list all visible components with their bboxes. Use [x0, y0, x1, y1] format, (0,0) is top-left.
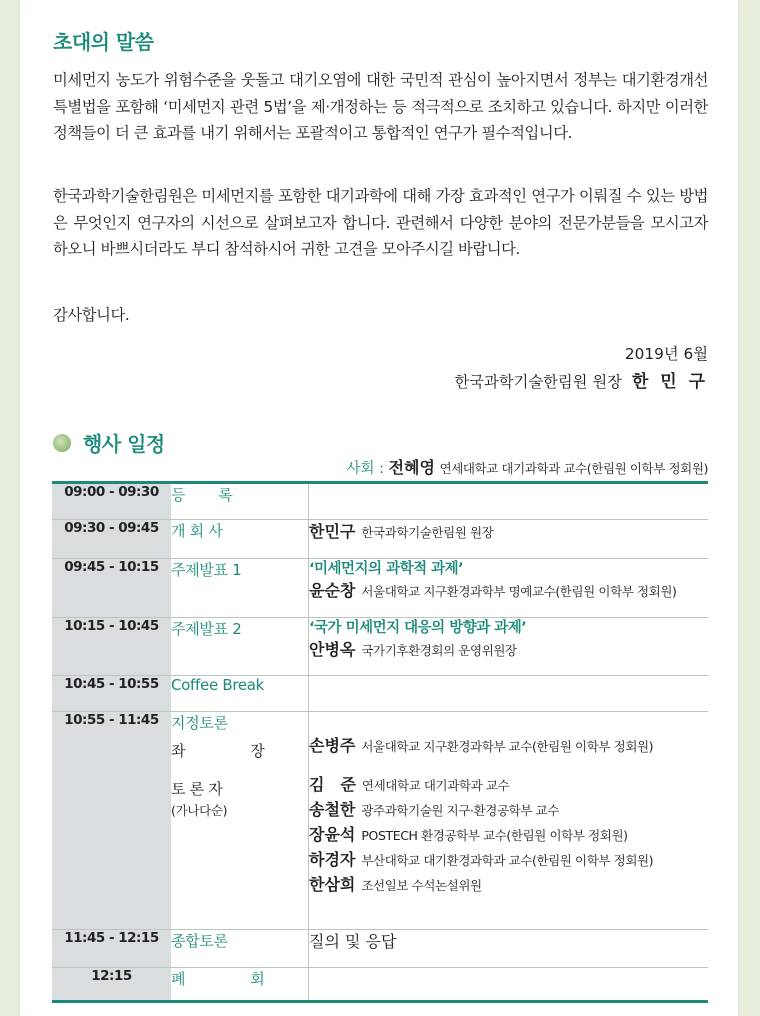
schedule-title: 행사 일정 [83, 432, 165, 456]
table-row [52, 483, 708, 520]
invitation-paragraph-2: 한국과학기술한림원은 미세먼지를 포함한 대기과학에 대해 가장 효과적인 연구가 이뤄질 수 있는 방법은 무엇인지 연구자의 시선으로 살펴보고자 합니다. 관련해서 다양한 분야의 전문가분들을 모시고자 하오니 바쁘시더라도 부디 참석하시어 귀한 고견을 모아주시길 바랍니다. [53, 187, 708, 258]
panelist [309, 773, 708, 798]
session-item [309, 930, 708, 955]
table-row [52, 559, 708, 618]
panel-order-note: (가나다순) [171, 803, 228, 818]
invitation-paragraph-1: 미세먼지 농도가 위험수준을 웃돌고 대기오염에 대한 국민적 관심이 높아지면서 정부는 대기환경개선 특별법을 포함해 ‘미세먼지 관련 5법’을 제·개정하는 등 적극적으로 조치하고 있습니다. 하지만 이러한 정책들이 더 큰 효과를 내기 위해서는 포괄적이고 통합적인 연구가 필수적입니다. [53, 71, 708, 142]
row-program [171, 712, 309, 930]
program-label: 지정토론 [171, 714, 228, 732]
panelist-name: 김 준 [309, 775, 356, 794]
schedule-header [53, 428, 165, 457]
program-label: 등 록 [171, 486, 247, 504]
row-time: 11:45 - 12:15 [52, 930, 171, 968]
session-description: 질의 및 응답 [309, 932, 397, 951]
row-time: 09:30 - 09:45 [52, 520, 171, 559]
chair-role-label: 좌 장 [171, 742, 295, 760]
signer-title: 한국과학기술한림원 원장 [454, 373, 622, 391]
table-row [52, 930, 708, 968]
panelist-affiliation: 연세대학교 대기과학과 교수 [361, 778, 510, 793]
panelist [309, 848, 708, 873]
row-detail [309, 483, 709, 520]
emcee-affiliation: 연세대학교 대기과학과 교수(한림원 이학부 정회원) [439, 461, 708, 476]
invitation-date: 2019년 6월 [624, 345, 708, 363]
panelist [309, 798, 708, 823]
talk-title: ‘미세먼지의 과학적 과제’ [309, 561, 464, 577]
emcee-label: 사회 : [346, 461, 384, 477]
speaker-affiliation: 서울대학교 지구환경과학부 명예교수(한림원 이학부 정회원) [361, 584, 677, 599]
row-detail [309, 520, 709, 559]
speaker-name: 한민구 [309, 522, 356, 541]
invitation-closing: 감사합니다. [53, 306, 130, 324]
panelist-name: 한삼희 [309, 875, 356, 894]
row-detail [309, 968, 709, 1002]
signature [454, 367, 708, 392]
row-program: 종합토론 [171, 930, 309, 968]
circle-bullet-icon [53, 434, 71, 452]
chair-role [171, 739, 308, 763]
row-detail [309, 618, 709, 676]
row-program [171, 968, 309, 1002]
speaker-name: 윤순창 [309, 581, 356, 600]
row-program: 주제발표 2 [171, 618, 309, 676]
panel-role [171, 777, 308, 801]
row-time: 09:45 - 10:15 [52, 559, 171, 618]
panelist-affiliation: POSTECH 환경공학부 교수(한림원 이학부 정회원) [361, 828, 628, 843]
emcee-line [346, 455, 708, 478]
panelist-name: 하경자 [309, 850, 356, 869]
row-detail [309, 676, 709, 712]
row-time: 12:15 [52, 968, 171, 1002]
row-time: 10:15 - 10:45 [52, 618, 171, 676]
table-row [52, 968, 708, 1002]
speaker [309, 638, 708, 663]
invitation-title: 초대의 말씀 [53, 30, 154, 54]
speaker-affiliation: 국가기후환경회의 운영위원장 [361, 643, 517, 658]
program-label: 폐 회 [171, 970, 295, 988]
row-detail [309, 930, 709, 968]
row-program: 개 회 사 [171, 520, 309, 559]
row-program: 주제발표 1 [171, 559, 309, 618]
signer-name: 한 민 구 [631, 372, 708, 392]
row-program: Coffee Break [171, 676, 309, 712]
panelist [309, 873, 708, 898]
table-row [52, 712, 708, 930]
speaker-name: 안병옥 [309, 640, 356, 659]
panelist-name: 송철한 [309, 800, 356, 819]
panelist-affiliation: 광주과학기술원 지구·환경공학부 교수 [361, 803, 559, 818]
table-row [52, 520, 708, 559]
panelist-affiliation: 부산대학교 대기환경과학과 교수(한림원 이학부 정회원) [361, 853, 654, 868]
row-time: 09:00 - 09:30 [52, 483, 171, 520]
schedule-table [52, 481, 708, 1003]
row-time: 10:55 - 11:45 [52, 712, 171, 930]
row-detail [309, 559, 709, 618]
table-row [52, 618, 708, 676]
row-detail [309, 712, 709, 930]
chair-name: 손병주 [309, 736, 356, 755]
chair-affiliation: 서울대학교 지구환경과학부 교수(한림원 이학부 정회원) [361, 739, 654, 754]
talk-title: ‘국가 미세먼지 대응의 방향과 과제’ [309, 620, 527, 636]
panelist-affiliation: 조선일보 수석논설위원 [361, 878, 482, 893]
table-row [52, 676, 708, 712]
panelist [309, 823, 708, 848]
speaker [309, 520, 708, 545]
invitation-page [20, 0, 738, 1016]
speaker [309, 579, 708, 604]
row-program [171, 483, 309, 520]
panelist-name: 장윤석 [309, 825, 356, 844]
speaker-affiliation: 한국과학기술한림원 원장 [361, 525, 494, 540]
emcee-name: 전혜영 [388, 458, 435, 477]
chair [309, 734, 708, 759]
row-time: 10:45 - 10:55 [52, 676, 171, 712]
panel-role-label: 토 론 자 [171, 780, 223, 798]
